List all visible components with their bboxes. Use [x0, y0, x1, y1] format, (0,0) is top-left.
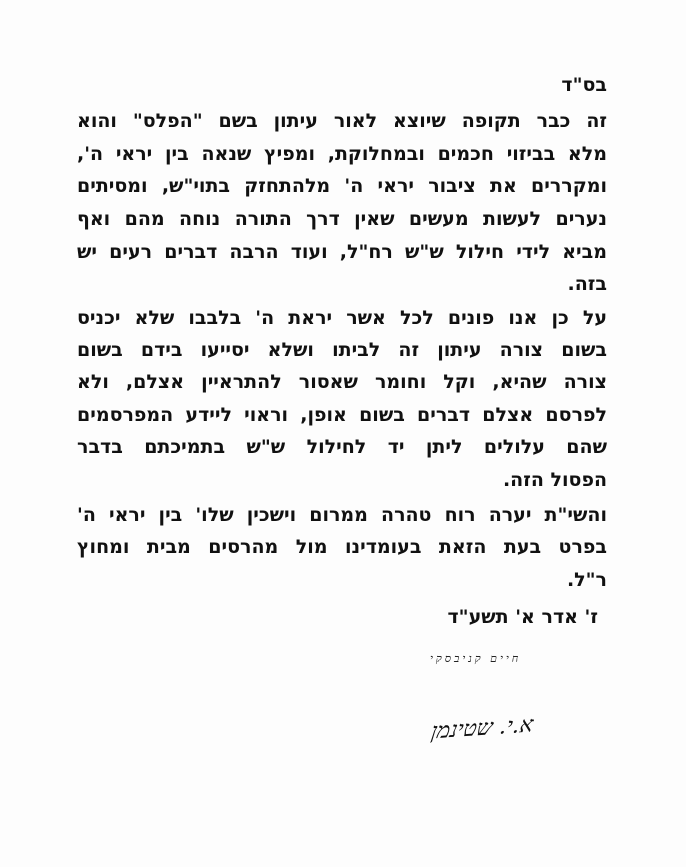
text-line: צורה שהיא, וקל וחומר שאסור להתראיין אצלם, ולא: [77, 371, 607, 393]
text-line: ר"ל.: [566, 569, 607, 591]
signature-2: א.י. שטינמן: [429, 712, 535, 745]
text-line: מביא לידי חילול ש"ש רח"ל, ועוד הרבה דברים רעים יש: [77, 241, 607, 263]
date: ז' אדר א' תשע"ד: [447, 606, 598, 628]
text-line: בפרט בעת הזאת בעומדינו מול מהרסים מבית ומחוץ: [77, 536, 607, 558]
text-line: על כן אנו פונים לכל אשר יראת ה' בלבבו שלא יכניס: [77, 307, 607, 329]
text-line: הפסול הזה.: [502, 469, 607, 491]
text-line: זה כבר תקופה שיוצא לאור עיתון בשם "הפלס" והוא: [77, 110, 607, 132]
text-line: מלא בביזוי חכמים ובמחלוקת, ומפיץ שנאה בין יראי ה',: [77, 143, 607, 165]
text-line: נערים לעשות מעשים שאין דרך התורה נוחה מהם ואף: [77, 208, 607, 230]
text-line: והשי"ת יערה רוח טהרה ממרום וישכין שלו' בין יראי ה': [77, 504, 607, 526]
signature-1: חיים קניבסקי: [430, 652, 522, 665]
header-bsd: בס"ד: [561, 74, 607, 96]
text-line: שהם עלולים ליתן יד לחילול ש"ש בתמיכתם בדבר: [77, 436, 607, 458]
text-line: ומקררים את ציבור יראי ה' מלהתחזק בתוי"ש, ומסיתים: [77, 175, 607, 197]
text-line: לפרסם אצלם דברים בשום אופן, וראוי ליידע המפרסמים: [77, 404, 607, 426]
text-line: בזה.: [567, 273, 607, 295]
text-line: בשום צורה עיתון זה לביתו ושלא יסייעו בידם בשום: [77, 339, 607, 361]
